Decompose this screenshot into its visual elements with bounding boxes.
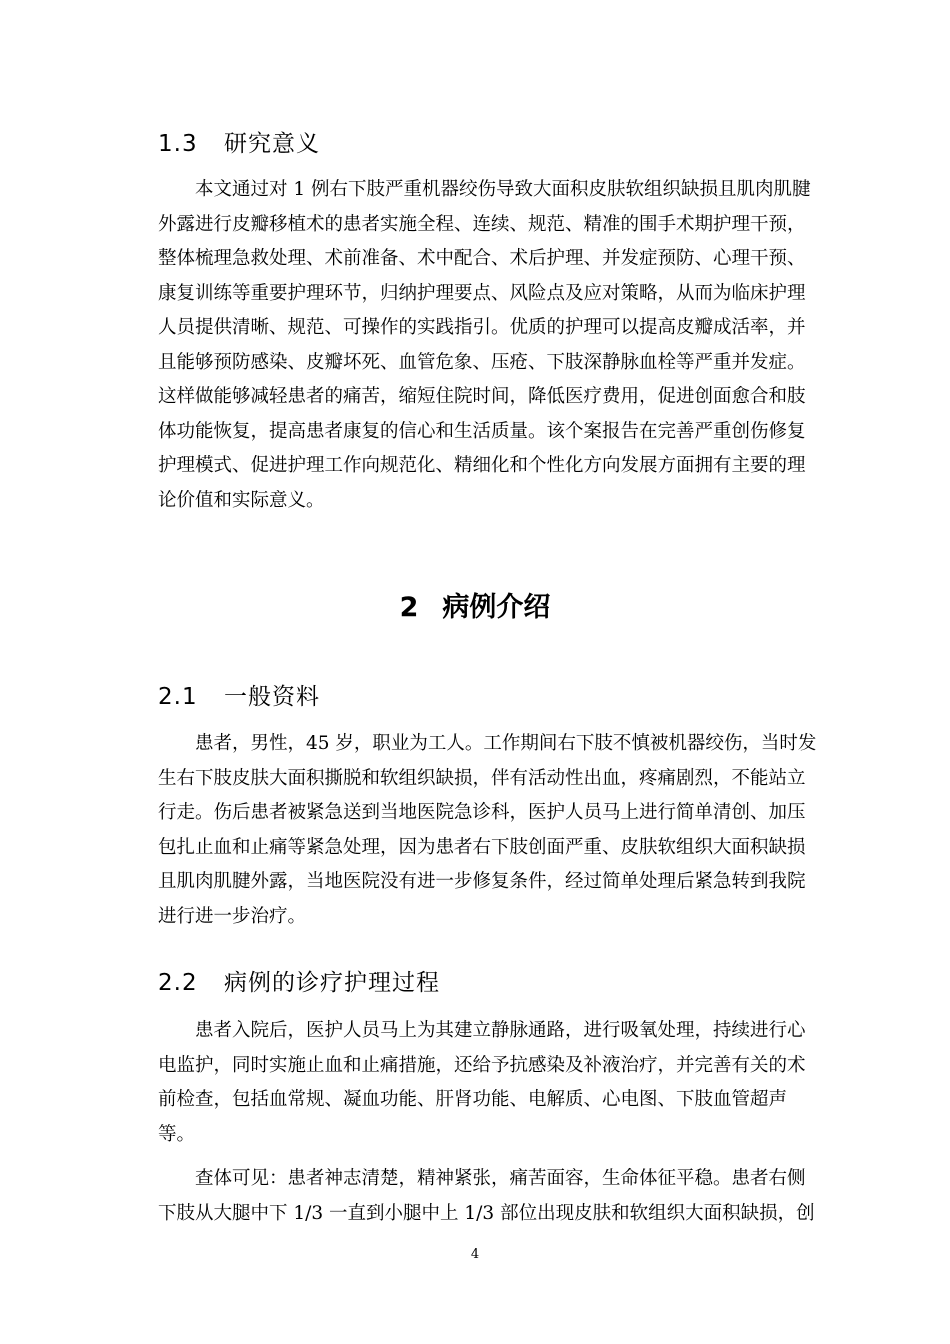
paragraph-treatment-process <box>158 1014 806 1152</box>
text-line: 电监护，同时实施止血和止痛措施，还给予抗感染及补液治疗，并完善有关的术 <box>158 1054 806 1076</box>
text-line: 外露进行皮瓣移植术的患者实施全程、连续、规范、精准的围手术期护理干预， <box>158 213 806 235</box>
section-title: 一般资料 <box>224 684 320 710</box>
text-line: 体功能恢复，提高患者康复的信心和生活质量。该个案报告在完善严重创伤修复 <box>158 420 806 442</box>
text-line: 康复训练等重要护理环节，归纳护理要点、风险点及应对策略，从而为临床护理 <box>158 282 806 304</box>
text-line: 等。 <box>158 1123 196 1145</box>
section-title: 研究意义 <box>224 131 320 157</box>
section-heading-2-1 <box>158 678 320 711</box>
section-heading-1-3 <box>158 125 320 158</box>
text-line: 查体可见：患者神志清楚，精神紧张，痛苦面容，生命体征平稳。患者右侧 <box>158 1168 806 1189</box>
text-line: 行走。伤后患者被紧急送到当地医院急诊科，医护人员马上进行简单清创、加压 <box>158 802 806 823</box>
paragraph-research-significance <box>158 173 811 518</box>
text-line: 且肌肉肌腱外露，当地医院没有进一步修复条件，经过简单处理后紧急转到我院 <box>158 871 806 892</box>
section-number: 2.1 <box>158 684 198 710</box>
text-line: 且能够预防感染、皮瓣坏死、血管危象、压疮、下肢深静脉血栓等严重并发症。 <box>158 351 806 373</box>
section-number: 1.3 <box>158 131 198 157</box>
text-line: 本文通过对 1 例右下肢严重机器绞伤导致大面积皮肤软组织缺损且肌肉肌腱 <box>158 179 811 200</box>
text-line: 生右下肢皮肤大面积撕脱和软组织缺损，伴有活动性出血，疼痛剧烈，不能站立 <box>158 767 806 789</box>
section-heading-2-2 <box>158 964 440 997</box>
paragraph-general-info <box>158 727 816 934</box>
text-line: 这样做能够减轻患者的痛苦，缩短住院时间，降低医疗费用，促进创面愈合和肢 <box>158 386 806 407</box>
chapter-title: 病例介绍 <box>442 592 551 623</box>
page-number: 4 <box>470 1247 480 1262</box>
text-line: 整体梳理急救处理、术前准备、术中配合、术后护理、并发症预防、心理干预、 <box>158 248 806 269</box>
text-line: 包扎止血和止痛等紧急处理，因为患者右下肢创面严重、皮肤软组织大面积缺损 <box>158 836 806 858</box>
text-line: 人员提供清晰、规范、可操作的实践指引。优质的护理可以提高皮瓣成活率，并 <box>158 317 806 338</box>
section-title: 病例的诊疗护理过程 <box>224 970 440 996</box>
chapter-heading-2 <box>0 585 950 624</box>
text-line: 护理模式、促进护理工作向规范化、精细化和个性化方向发展方面拥有主要的理 <box>158 455 806 476</box>
chapter-number: 2 <box>399 592 419 623</box>
text-line: 论价值和实际意义。 <box>158 489 325 511</box>
text-line: 进行进一步治疗。 <box>158 905 307 927</box>
text-line: 患者入院后，医护人员马上为其建立静脉通路，进行吸氧处理，持续进行心 <box>158 1020 806 1041</box>
text-line: 下肢从大腿中下 1/3 一直到小腿中上 1/3 部位出现皮肤和软组织大面积缺损，创 <box>158 1202 815 1224</box>
text-line: 患者，男性，45 岁，职业为工人。工作期间右下肢不慎被机器绞伤，当时发 <box>158 733 817 754</box>
text-line: 前检查，包括血常规、凝血功能、肝肾功能、电解质、心电图、下肢血管超声 <box>158 1089 788 1110</box>
paragraph-physical-exam <box>158 1162 815 1231</box>
section-number: 2.2 <box>158 970 198 996</box>
